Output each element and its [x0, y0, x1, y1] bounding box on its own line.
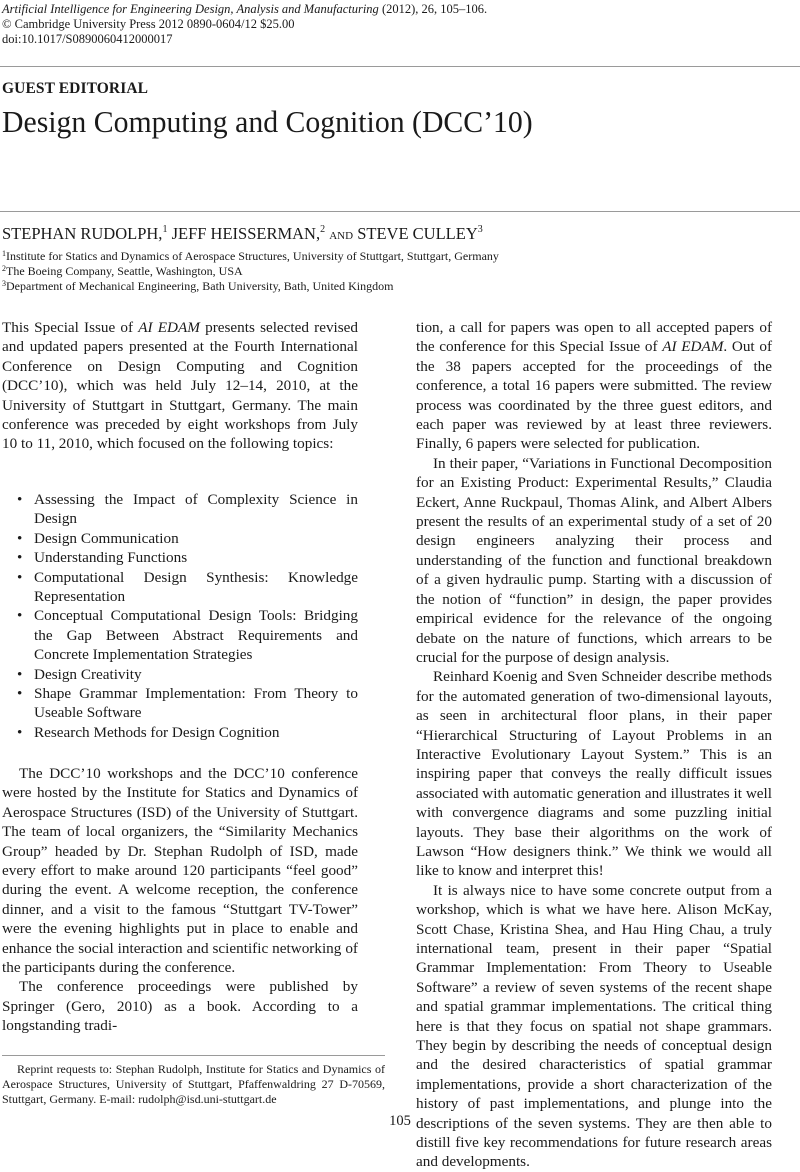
text-run: tion, a call for papers was open to all accepted papers of the conference for this Special Issue of	[416, 319, 772, 356]
topic-item	[2, 723, 358, 742]
topic-list-container	[2, 490, 358, 742]
journal-name: Artificial Intelligence for Engineering Design, Analysis and Manufacturing	[2, 2, 379, 16]
mckay-paragraph: It is always nice to have some concrete output from a workshop, which is what we have here. Alison McKay, Scott Chase, Kristina Shea, and Hau Hing Chau, a truly international team, present in their paper “Spatial Grammar Implementation: From Theory to Useable Software” a review of seven systems of the recent shape and spatial grammar implementations. The critical thing here is that they focus on spatial not shape grammars. They begin by describing the needs of conceptual design and the desired characteristics of spatial grammar implementations, provide a short characterization of the history of past implementations, and plunge into the descriptions of the seven systems. They are then able to distill five key recommendations for future research areas and developments.	[416, 881, 772, 1171]
journal-abbrev: AI EDAM	[662, 338, 724, 356]
topic-item	[2, 548, 358, 567]
topic-text: Shape Grammar Implementation: From Theory to Useable Software	[34, 685, 358, 722]
topic-list	[2, 490, 358, 742]
author-list	[2, 224, 483, 244]
right-column	[416, 318, 772, 1172]
header-rule	[0, 66, 800, 67]
author-1: STEPHAN RUDOLPH,	[2, 224, 163, 243]
topic-text: Conceptual Computational Design Tools: Bridging the Gap Between Abstract Requirements and Concrete Implementation Strategies	[34, 607, 358, 664]
bullet-icon: •	[17, 549, 23, 567]
copyright-line	[2, 17, 294, 32]
doi[interactable]: doi:10.1017/S0890060412000017	[2, 32, 173, 46]
author-conjunction: AND	[329, 230, 354, 242]
affiliation-3	[2, 277, 393, 293]
text-run: presents selected revised and updated papers presented at the Fourth International Conference on Design Computing and Cognition (DCC’10), which was held July 12–14, 2010, at the University of Stuttgart in Stuttgart, Germany. The main conference was preceded by eight workshops from July 10 to 11, 2010, which focused on the following topics:	[2, 319, 358, 453]
topic-item	[2, 568, 358, 607]
affiliation-marker: 2	[2, 264, 6, 273]
hosting-paragraph: The DCC’10 workshops and the DCC’10 conference were hosted by the Institute for Statics and Dynamics of Aerospace Structures (ISD) of the University of Stuttgart. The team of local organizers, the “Similarity Mechanics Group” headed by Dr. Stephan Rudolph of ISD, made every effort to make around 120 participants “feel good” during the event. A welcome reception, the conference dinner, and a visit to the famous “Stuttgart TV-Tower” were the evening highlights put in place to enable and enhance the social interaction and scientific networking of the participants during the conference.	[2, 765, 358, 977]
bullet-icon: •	[17, 491, 23, 508]
topic-item	[2, 684, 358, 723]
bullet-icon: •	[17, 607, 23, 625]
left-column	[2, 318, 358, 454]
text-run: . Out of the 38 papers accepted for the proceedings of the conference, a total 16 papers were submitted. The review process was coordinated by the three guest editors, and each paper was reviewed by at least three reviewers. Finally, 6 papers were selected for publication.	[416, 338, 772, 453]
bullet-icon: •	[17, 723, 23, 741]
copyright-text: Cambridge University Press 2012 0890-0604/12 $25.00	[11, 17, 295, 31]
author-2-affiliation-marker: 2	[320, 224, 326, 235]
page-number: 105	[389, 1113, 411, 1129]
topic-text: Computational Design Synthesis: Knowledge Representation	[34, 568, 358, 606]
copyright-icon: ©	[2, 17, 12, 31]
affiliation-text: The Boeing Company, Seattle, Washington, USA	[6, 264, 243, 278]
topic-text: Design Creativity	[34, 665, 142, 683]
continuation-paragraph	[416, 318, 772, 454]
topic-text: Assessing the Impact of Complexity Science in Design	[34, 491, 358, 528]
affiliation-marker: 3	[2, 279, 6, 288]
author-3: STEVE CULLEY	[357, 224, 478, 243]
author-3-affiliation-marker: 3	[477, 224, 483, 235]
bullet-icon: •	[17, 685, 23, 703]
author-1-affiliation-marker: 1	[162, 224, 168, 235]
author-2: JEFF HEISSERMAN,	[171, 224, 321, 243]
citation-details: (2012), 26, 105–106.	[378, 2, 488, 16]
affiliation-marker: 1	[2, 249, 6, 258]
topic-text: Understanding Functions	[34, 549, 188, 567]
proceedings-paragraph: The conference proceedings were published by Springer (Gero, 2010) as a book. According to a longstanding tradi-	[2, 978, 358, 1035]
koenig-paragraph: Reinhard Koenig and Sven Schneider describe methods for the automated generation of two-dimensional layouts, as seen in architectural floor plans, in their paper “Hierarchical Structuring of Layout Problems in an Interactive Evolutionary Layout System.” This is an inspiring paper that conveys the really difficult issues associated with automatic generation and illustrates it well with convergence diagrams and some puzzling initial layouts. They base their algorithms on the work of Lawson “How designers think.” We think we would all like to know and interpret this!	[416, 668, 772, 880]
reprint-requests: Reprint requests to: Stephan Rudolph, Institute for Statics and Dynamics of Aerospace Structures, University of Stuttgart, Pfaffenwaldring 27 D-70569, Stuttgart, Germany. E-mail: rudolph@isd.uni-stuttgart.de	[2, 1062, 385, 1106]
affiliation-2	[2, 262, 243, 278]
left-column-body	[2, 764, 358, 1036]
bullet-icon: •	[17, 529, 23, 547]
text-run: This Special Issue of	[2, 319, 139, 336]
journal-citation-line	[2, 2, 487, 17]
bullet-icon: •	[17, 665, 23, 683]
journal-abbrev: AI EDAM	[138, 319, 200, 336]
bullet-icon: •	[17, 568, 23, 586]
eckert-paragraph: In their paper, “Variations in Functional Decomposition for an Existing Product: Experimental Results,” Claudia Eckert, Anne Ruckpaul, Thomas Alink, and Albert Albers present the results of an experimental study of a set of 20 design engineers analyzing their process and understanding of the function and functional breakdown of a given hydraulic pump. Starting with a discussion of the notion of “function” in design, the paper provides empirical evidence for the relevance of the ongoing debate on the nature of functions, which arrears to be crucial for the purpose of design analysis.	[416, 454, 772, 666]
topic-item	[2, 490, 358, 529]
footnote-rule	[2, 1055, 385, 1056]
topic-text: Research Methods for Design Cognition	[34, 723, 280, 741]
topic-text: Design Communication	[34, 529, 179, 547]
topic-item	[2, 606, 358, 664]
footnote	[2, 1062, 385, 1107]
topic-item	[2, 665, 358, 684]
affiliation-1	[2, 247, 499, 263]
title-rule	[0, 211, 800, 212]
affiliation-text: Department of Mechanical Engineering, Bath University, Bath, United Kingdom	[6, 279, 394, 293]
article-type: GUEST EDITORIAL	[2, 80, 149, 97]
affiliation-text: Institute for Statics and Dynamics of Aerospace Structures, University of Stuttgart, Stuttgart, Germany	[6, 249, 499, 263]
article-title: Design Computing and Cognition (DCC’10)	[2, 104, 533, 139]
topic-item	[2, 529, 358, 548]
intro-paragraph	[2, 318, 358, 454]
